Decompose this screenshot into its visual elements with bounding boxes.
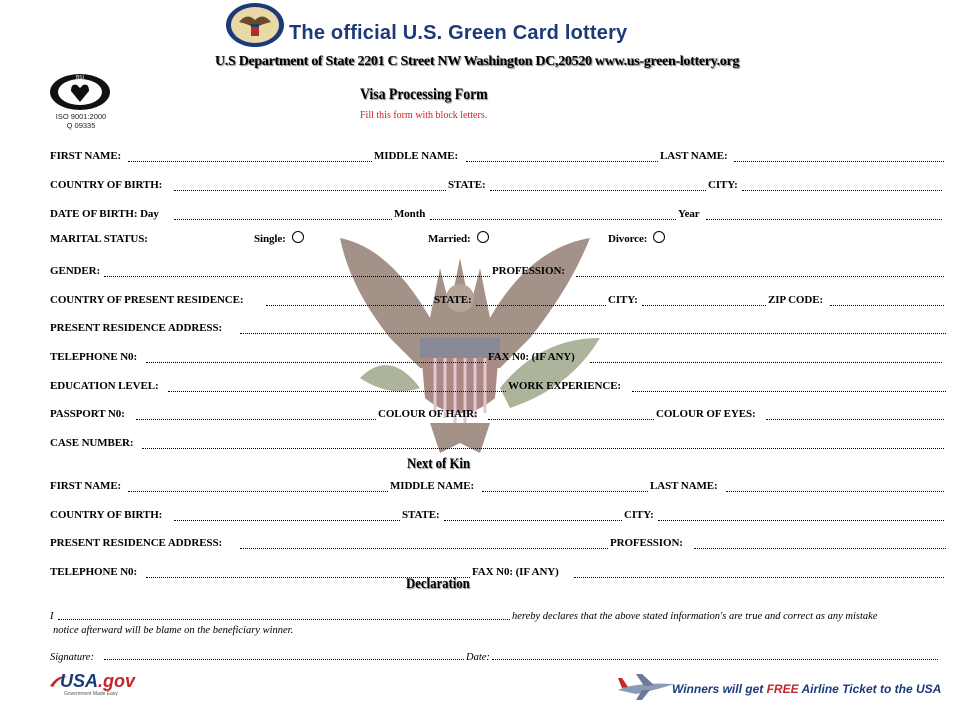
education-field[interactable] (168, 390, 506, 392)
residence-state-label: STATE: (434, 294, 472, 306)
zip-code-label: ZIP CODE: (768, 294, 824, 306)
single-label: Single: (254, 233, 286, 245)
zip-code-field[interactable] (830, 304, 944, 306)
residence-state-field[interactable] (476, 304, 606, 306)
gender-field[interactable] (104, 275, 490, 277)
date-label: Date: (466, 652, 490, 663)
next-of-kin-heading: Next of Kin (407, 456, 471, 472)
dob-month-label: Month (394, 208, 426, 220)
cert-line-2: Q 09335 (66, 121, 96, 130)
signature-label: Signature: (50, 652, 94, 663)
kin-city-label: CITY: (624, 509, 654, 521)
kin-fax-field[interactable] (574, 576, 944, 578)
dob-day-label: DATE OF BIRTH: Day (50, 208, 159, 220)
education-label: EDUCATION LEVEL: (50, 380, 159, 392)
gov-text: .gov (98, 671, 136, 691)
form-title: Visa Processing Form (360, 86, 488, 103)
gender-label: GENDER: (50, 265, 101, 277)
state-field[interactable] (490, 189, 706, 191)
profession-field[interactable] (576, 275, 944, 277)
address-field[interactable] (240, 332, 946, 334)
telephone-label: TELEPHONE N0: (50, 351, 138, 363)
last-name-field[interactable] (734, 160, 944, 162)
declaration-body-2: notice afterward will be blame on the beneficiary winner. (53, 625, 294, 636)
dob-year-field[interactable] (706, 218, 942, 220)
dob-year-label: Year (678, 208, 700, 220)
single-option (254, 233, 304, 246)
marital-status-label: MARITAL STATUS: (50, 233, 148, 245)
middle-name-field[interactable] (466, 160, 658, 162)
state-label: STATE: (448, 179, 486, 191)
fax-label: FAX N0: (IF ANY) (488, 351, 575, 363)
declaration-prefix: I (50, 611, 54, 622)
kin-last-name-label: LAST NAME: (650, 480, 718, 492)
kin-profession-field[interactable] (694, 547, 946, 549)
us-state-department-seal-icon (225, 2, 285, 48)
eagle-watermark-icon (300, 228, 620, 458)
address-label: PRESENT RESIDENCE ADDRESS: (50, 322, 223, 334)
profession-label: PROFESSION: (492, 265, 565, 277)
usa-text: USA (60, 671, 99, 691)
kin-city-field[interactable] (658, 519, 944, 521)
dob-month-field[interactable] (430, 218, 676, 220)
divorce-radio[interactable] (653, 231, 665, 243)
usa-gov-text (60, 671, 135, 692)
cert-line-1: ISO 9001:2000 (55, 112, 107, 121)
hair-field[interactable] (488, 418, 654, 420)
declaration-text (50, 610, 950, 638)
city-field[interactable] (742, 189, 942, 191)
work-experience-field[interactable] (632, 390, 946, 392)
married-label: Married: (428, 233, 471, 245)
country-of-residence-field[interactable] (266, 304, 432, 306)
kin-middle-name-field[interactable] (482, 490, 648, 492)
date-field[interactable] (492, 658, 938, 660)
winners-pre: Winners will get (672, 682, 767, 696)
country-of-residence-label: COUNTRY OF PRESENT RESIDENCE: (50, 294, 244, 306)
kin-first-name-field[interactable] (128, 490, 388, 492)
fax-field[interactable] (590, 361, 942, 363)
residence-city-field[interactable] (642, 304, 766, 306)
kin-state-label: STATE: (402, 509, 440, 521)
hair-label: COLOUR OF HAIR: (378, 408, 478, 420)
form-subtitle: Fill this form with block letters. (360, 110, 488, 121)
first-name-field[interactable] (128, 160, 372, 162)
married-option (428, 233, 489, 246)
kin-fax-label: FAX N0: (IF ANY) (472, 566, 559, 578)
case-number-field[interactable] (142, 447, 944, 449)
passport-field[interactable] (136, 418, 376, 420)
passport-label: PASSPORT N0: (50, 408, 125, 420)
case-number-label: CASE NUMBER: (50, 437, 134, 449)
airplane-icon (616, 668, 676, 702)
married-radio[interactable] (477, 231, 489, 243)
last-name-label: LAST NAME: (660, 150, 728, 162)
signature-field[interactable] (104, 658, 464, 660)
residence-city-label: CITY: (608, 294, 638, 306)
usa-gov-tagline: Government Made Easy (64, 691, 118, 697)
country-of-birth-field[interactable] (174, 189, 446, 191)
kin-middle-name-label: MIDDLE NAME: (390, 480, 475, 492)
work-experience-label: WORK EXPERIENCE: (508, 380, 621, 392)
kin-last-name-field[interactable] (726, 490, 944, 492)
divorce-label: Divorce: (608, 233, 648, 245)
country-of-birth-label: COUNTRY OF BIRTH: (50, 179, 163, 191)
eyes-label: COLOUR OF EYES: (656, 408, 756, 420)
kin-state-field[interactable] (444, 519, 622, 521)
kin-address-label: PRESENT RESIDENCE ADDRESS: (50, 537, 223, 549)
winners-free: FREE (766, 682, 799, 696)
kin-address-field[interactable] (240, 547, 608, 549)
middle-name-label: MIDDLE NAME: (374, 150, 459, 162)
kin-country-of-birth-label: COUNTRY OF BIRTH: (50, 509, 163, 521)
city-label: CITY: (708, 179, 738, 191)
iso-certification (49, 112, 113, 130)
winners-banner (672, 682, 941, 696)
divorce-option (608, 233, 665, 246)
department-address: U.S Department of State 2201 C Street NW Washington DC,20520 www.us-green-lottery.org (215, 54, 740, 69)
declaration-heading: Declaration (406, 576, 470, 592)
declarant-name-field[interactable] (58, 618, 510, 620)
eyes-field[interactable] (766, 418, 944, 420)
kin-telephone-label: TELEPHONE N0: (50, 566, 138, 578)
single-radio[interactable] (292, 231, 304, 243)
telephone-field[interactable] (146, 361, 486, 363)
dob-day-field[interactable] (174, 218, 392, 220)
first-name-label: FIRST NAME: (50, 150, 122, 162)
kin-first-name-label: FIRST NAME: (50, 480, 122, 492)
kin-country-of-birth-field[interactable] (174, 519, 400, 521)
kin-profession-label: PROFESSION: (610, 537, 683, 549)
declaration-body: hereby declares that the above stated information's are true and correct as any mistake (512, 611, 878, 622)
svg-text:BSI: BSI (75, 75, 85, 81)
page-title: The official U.S. Green Card lottery (289, 22, 628, 44)
winners-post: Airline Ticket to the USA (798, 682, 942, 696)
